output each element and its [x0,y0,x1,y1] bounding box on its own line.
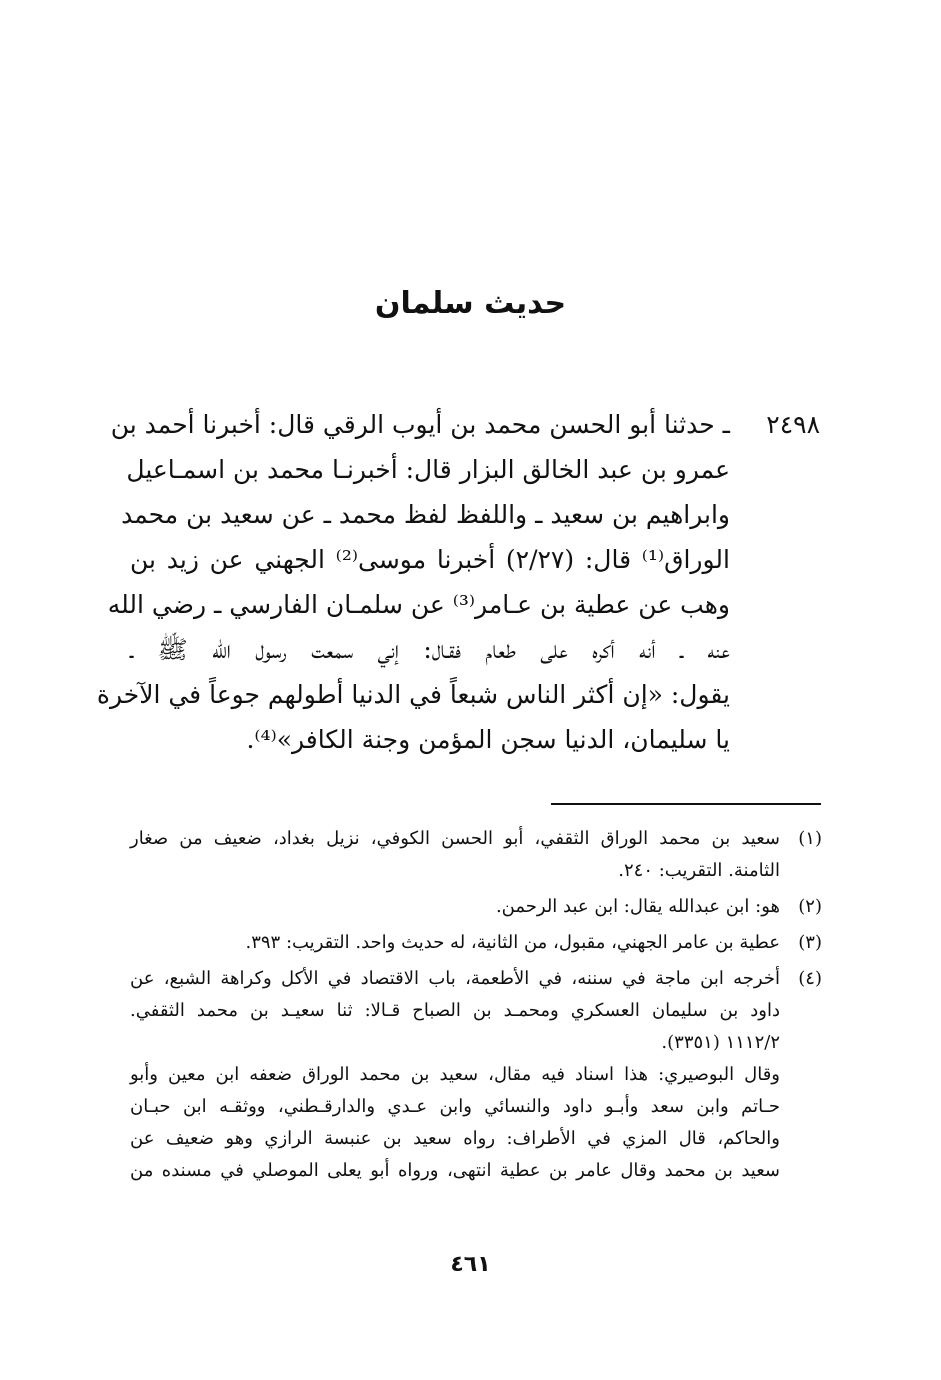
hadith-text-block [96,402,820,762]
hadith-line: ـ حدثنا أبو الحسن محمد بن أيوب الرقي قال: أخبرنا أحمد بن [110,410,730,439]
footnote-line: سعيد بن محمد الوراق الثقفي، أبو الحسن الكوفي، نزيل بغداد، ضعيف من صغار [130,828,780,849]
footnote-number: (٣) [798,932,822,953]
hadith-number: ٢٤٩٨ [766,410,820,439]
footnote-line: هو: ابن عبدالله يقال: ابن عبد الرحمن. [495,896,780,917]
footnote-1 [130,823,822,887]
hadith-line: وهب عن عطية بن عـامر⁽³⁾ عن سلمـان الفارسي ـ رضي الله [107,590,730,619]
footnote-2 [130,891,822,923]
hadith-line: الوراق⁽¹⁾ قال: (٢/٢٧) أخبرنا موسى⁽²⁾ الجهني عن زيد بن [130,545,730,574]
footnote-line: أخرجه ابن ماجة في سننه، في الأطعمة، باب الاقتصاد في الأكل وكراهة الشبع، عن [130,968,780,989]
footnote-line: داود بن سليمان العسكري ومحمـد بن الصباح قـالا: ثنا سعيـد بن محمد الثقفي. [130,1000,780,1021]
footnote-4 [130,963,822,1187]
footnote-line: وقال البوصيري: هذا اسناد فيه مقال، سعيد بن محمد الوراق ضعفه ابن معين وأبو [130,1064,780,1085]
footnote-line: والحاكم، قال المزي في الأطراف: رواه سعيد بن عنبسة الرازي وهو ضعيف عن [130,1128,780,1149]
hadith-line: يقول: «إن أكثر الناس شبعاً في الدنيا أطولهم جوعاً في الآخرة [96,680,730,709]
footnote-line: ١١١٢/٢ (٣٣٥١). [661,1032,780,1053]
footnote-line: سعيد بن محمد وقال عامر بن عطية انتهى، ورواه أبو يعلى الموصلي في مسنده من [130,1160,780,1181]
footnote-number: (٢) [798,896,822,917]
footnote-3 [130,927,822,959]
footnote-line: حـاتم وابن سعد وأبـو داود والنسائي وابن عـدي والدارقـطني، ووثقـه ابن حبـان [130,1096,780,1117]
section-title: حديث سلمان [374,286,567,321]
footnote-line: الثامنة. التقريب: ٢٤٠. [618,860,780,881]
footnotes-block [130,823,822,1191]
footnote-number: (١) [798,828,822,849]
footnote-separator [551,803,821,805]
hadith-line: وابراهيم بن سعيد ـ واللفظ لفظ محمد ـ عن سعيد بن محمد [121,500,730,529]
footnote-number: (٤) [798,968,822,989]
footnote-line: عطية بن عامر الجهني، مقبول، من الثانية، له حديث واحد. التقريب: ٣٩٣. [245,932,780,953]
hadith-line: يا سليمان، الدنيا سجن المؤمن وجنة الكافر»⁽⁴⁾. [246,725,730,754]
hadith-line: عمرو بن عبد الخالق البزار قال: أخبرنـا محمد بن اسمـاعيل [126,455,730,484]
hadith-line: عنه ـ أنه أكره على طعام فقـال: إني سمعت رسول الله ﷺ ـ [130,635,730,664]
page-number: ٤٦١ [450,1252,491,1277]
